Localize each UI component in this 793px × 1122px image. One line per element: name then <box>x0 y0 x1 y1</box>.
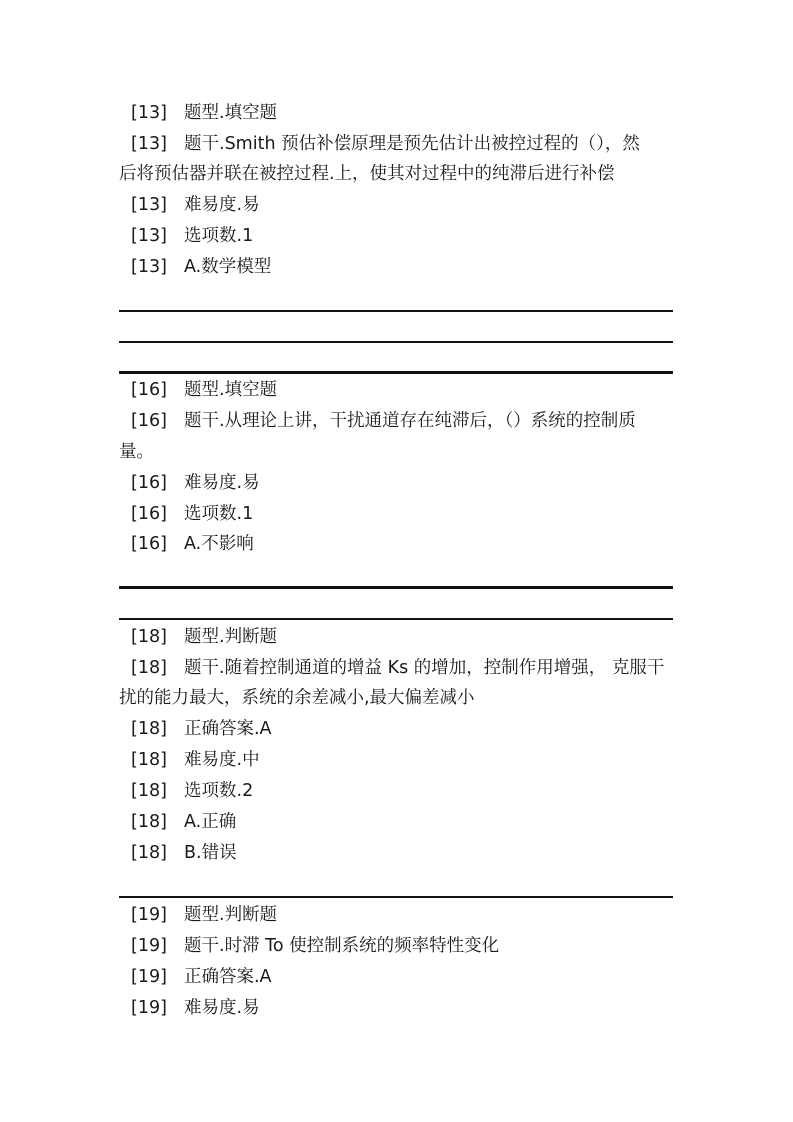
separator-rule <box>119 618 673 620</box>
question-tag: [16] <box>131 504 167 524</box>
question-text: 题干.Smith 预估补偿原理是预先估计出被控过程的（），然 <box>184 134 640 154</box>
question-tag: [13] <box>131 195 167 215</box>
question-text: A.数学模型 <box>184 257 272 277</box>
question-tag: [18] <box>131 658 167 678</box>
question-16-difficulty <box>131 471 260 495</box>
question-13-stem <box>131 132 640 156</box>
question-13-stem-continued: 后将预估器并联在被控过程.上，使其对过程中的纯滞后进行补偿 <box>119 164 615 184</box>
question-18-answer <box>131 717 272 741</box>
question-text: 选项数.2 <box>184 781 254 801</box>
question-tag: [18] <box>131 719 167 739</box>
question-text: 题型.填空题 <box>184 380 278 400</box>
question-13-type <box>131 101 277 125</box>
question-16-type <box>131 378 277 402</box>
question-text: 选项数.1 <box>184 226 254 246</box>
question-13-option-a <box>131 255 271 279</box>
question-text: 难易度.中 <box>184 750 260 770</box>
question-tag: [18] <box>131 781 167 801</box>
question-19-difficulty <box>131 996 260 1020</box>
question-16-option-count <box>131 502 253 526</box>
question-13-option-count <box>131 224 253 248</box>
question-text: 题干.从理论上讲，干扰通道存在纯滞后，（）系统的控制质 <box>184 411 636 431</box>
question-tag: [13] <box>131 226 167 246</box>
question-13-difficulty <box>131 193 260 217</box>
question-19-stem <box>131 934 499 958</box>
question-tag: [18] <box>131 843 167 863</box>
question-tag: [16] <box>131 473 167 493</box>
question-text: 难易度.易 <box>184 473 260 493</box>
question-text: 选项数.1 <box>184 504 254 524</box>
question-tag: [18] <box>131 750 167 770</box>
question-18-option-b <box>131 841 237 865</box>
question-18-type <box>131 625 277 649</box>
question-19-type <box>131 903 277 927</box>
question-16-stem <box>131 409 636 433</box>
question-tag: [19] <box>131 936 167 956</box>
question-tag: [13] <box>131 103 167 123</box>
question-text: 题干.时滞 To 使控制系统的频率特性变化 <box>184 936 500 956</box>
separator-rule <box>119 310 673 312</box>
question-18-option-a <box>131 810 236 834</box>
question-text: 难易度.易 <box>184 195 260 215</box>
question-tag: [18] <box>131 812 167 832</box>
question-text: 难易度.易 <box>184 998 260 1018</box>
question-18-stem <box>131 656 664 680</box>
separator-rule <box>119 586 673 589</box>
question-text: 题型.判断题 <box>184 627 278 647</box>
question-16-stem-continued: 量。 <box>119 442 154 462</box>
question-text: 正确答案.A <box>184 719 272 739</box>
question-18-difficulty <box>131 748 260 772</box>
question-tag: [19] <box>131 905 167 925</box>
question-text: 题干.随着控制通道的增益 Ks 的增加，控制作用增强， 克服干 <box>184 658 665 678</box>
question-18-stem-continued: 扰的能力最大，系统的余差减小,最大偏差减小 <box>119 688 475 708</box>
question-tag: [13] <box>131 257 167 277</box>
question-text: 题型.判断题 <box>184 905 278 925</box>
question-tag: [19] <box>131 998 167 1018</box>
question-18-option-count <box>131 779 253 803</box>
question-tag: [16] <box>131 380 167 400</box>
question-16-option-a <box>131 532 254 556</box>
question-text: A.不影响 <box>184 534 254 554</box>
question-tag: [13] <box>131 134 167 154</box>
question-tag: [19] <box>131 967 167 987</box>
question-tag: [18] <box>131 627 167 647</box>
question-tag: [16] <box>131 411 167 431</box>
question-text: A.正确 <box>184 812 237 832</box>
separator-rule <box>119 896 673 898</box>
question-text: 题型.填空题 <box>184 103 278 123</box>
question-text: 正确答案.A <box>184 967 272 987</box>
separator-rule <box>119 371 673 374</box>
separator-rule <box>119 341 673 343</box>
question-text: B.错误 <box>184 843 237 863</box>
question-tag: [16] <box>131 534 167 554</box>
question-19-answer <box>131 965 272 989</box>
